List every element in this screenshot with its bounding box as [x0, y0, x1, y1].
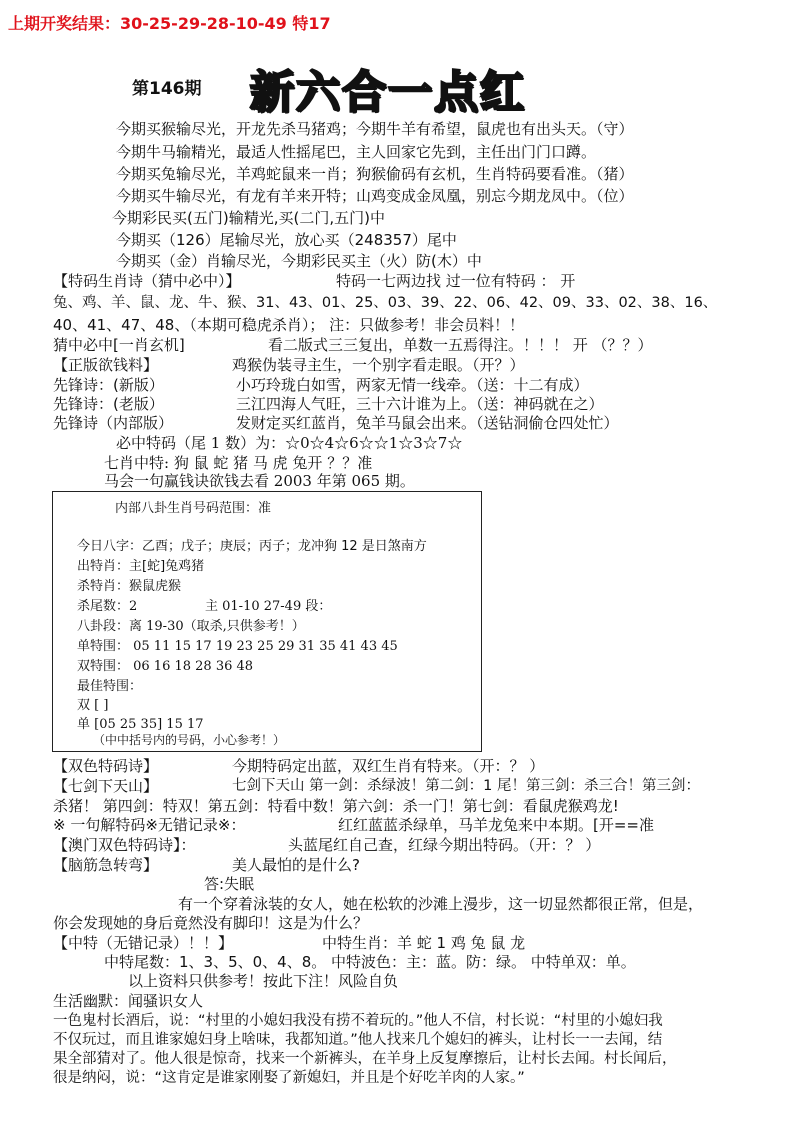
qijian-label: 【七剑下天山】: [53, 777, 159, 795]
yiju-label: ※ 一句解特码※无错记录※：: [53, 816, 246, 834]
aomen-label: 【澳门双色特码诗】：: [53, 836, 196, 854]
must-tema: 必中特码（尾 1 数）为：☆0☆4☆6☆☆1☆3☆7☆: [116, 434, 463, 452]
zhongte-label: 【中特（无错记录）！！】: [53, 934, 234, 952]
last-result: 上期开奖结果：30-25-29-28-10-49 特17: [8, 14, 331, 33]
tema-poem-label: 【特码生肖诗（猜中必中）】: [53, 272, 241, 290]
pioneer-text: 小巧玲珑白如雪，两家无情一线牵。（送：十二有成）: [236, 376, 589, 394]
humor-line: 很是纳闷，说：“这肯定是谁家刚娶了新媳妇，并且是个好吃羊肉的人家。”: [53, 1070, 525, 1086]
verse-line: 今期买（金）肖输尽光，今期彩民买主（火）防(木）中: [116, 252, 482, 270]
box-shuang: 双特围： 06 16 18 28 36 48: [77, 659, 254, 674]
verse-line: 今期买猴输尽光，开龙先杀马猪鸡；今期牛羊有希望，鼠虎也有出头天。（守）: [116, 120, 634, 138]
aomen-text: 头蓝尾红自己查，红绿今期出特码。（开：？ ）: [288, 836, 601, 854]
box-dan: 单特围： 05 11 15 17 19 23 25 29 31 35 41 43 45: [77, 639, 398, 654]
issue-number: 第146期: [132, 79, 202, 99]
yiju-text: 红红蓝蓝杀绿单，马羊龙兔来中本期。[开==准: [338, 816, 654, 834]
pioneer-text: 三江四海人气旺，三十六计谁为上。（送：神码就在之）: [236, 395, 604, 413]
box-shuang-best: 双 [ ]: [77, 698, 109, 713]
pioneer-label: 先锋诗：(老版）: [53, 395, 164, 413]
page-title: 新六合一点红: [250, 67, 526, 118]
box-title: 内部八卦生肖号码范围：准: [115, 501, 272, 516]
box-note: （中中括号内的号码，小心参考！）: [93, 733, 286, 747]
pioneer-label: 先锋诗：(新版）: [53, 376, 164, 394]
seven-zodiac: 七肖中特: 狗 鼠 蛇 猪 马 虎 兔开 ？？准: [104, 454, 373, 472]
naojin-question: 美人最怕的是什么?: [232, 856, 360, 874]
box-bagua: 八卦段：离 19-30（取杀,只供参考！）: [77, 619, 305, 634]
box-sha: 杀特肖：猴鼠虎猴: [77, 579, 182, 594]
tema-poem-line3: 40、41、47、48、（本期可稳虎杀肖）； 注：只做参考！非会员料！！: [53, 316, 525, 334]
qijian-line1: 七剑下天山 第一剑：杀绿波！第二剑：1 尾！第三剑：杀三合！第三剑：: [232, 778, 700, 794]
verse-line: 今期牛马输精光，最适人性摇尾巴，主人回家它先到，主任出门门口蹲。: [116, 143, 597, 161]
zhengban-text: 鸡猴伪装寻主生，一个别字看走眼。（开？）: [232, 356, 525, 374]
tema-poem-text: 特码一七两边找 过一位有特码 ： 开: [336, 272, 576, 290]
zhongte-shengxiao: 中特生肖：羊 蛇 1 鸡 兔 鼠 龙: [322, 934, 526, 952]
zhongte-tail: 中特尾数：1、3、5、0、4、8。 中特波色：主：蓝。防：绿。 中特单双：单。: [104, 953, 636, 971]
naojin-story: 你会发现她的身后竟然没有脚印！这是为什么？: [53, 914, 369, 932]
qijian-line2: 杀猪！ 第四剑：特双！第五剑：特看中数！第六剑：杀一门！第七剑：看鼠虎猴鸡龙!: [53, 797, 619, 815]
pioneer-label: 先锋诗（内部版）: [53, 414, 174, 432]
box-bazi: 今日八字：乙酉；戊子；庚辰；丙子；龙冲狗 12 是日煞南方: [77, 539, 427, 554]
naojin-story: 有一个穿着泳装的女人，她在松软的沙滩上漫步，这一切显然都很正常，但是，: [178, 895, 704, 913]
humor-title: 生活幽默：闻骚识女人: [53, 992, 204, 1010]
shuangse-label: 【双色特码诗】: [53, 757, 159, 775]
box-dan-best: 单 [05 25 35] 15 17: [77, 717, 204, 732]
verse-line: 今期买牛输尽光，有龙有羊来开特；山鸡变成金凤凰，别忘今期龙凤中。（位）: [116, 187, 634, 205]
horse-phrase: 马会一句赢钱诀欲钱去看 2003 年第 065 期。: [104, 472, 415, 490]
pioneer-text: 发财定买红蓝肖，兔羊马鼠会出来。（送钻洞偷仓四处忙）: [236, 414, 619, 432]
box-best: 最佳特围：: [77, 679, 143, 694]
verse-line: 今期买兔输尽光，羊鸡蛇鼠来一肖；狗猴偷码有玄机，生肖特码要看准。（猪）: [116, 165, 634, 183]
verse-line: 今期买（126）尾输尽光，放心买（248357）尾中: [116, 231, 457, 249]
zhengban-label: 【正版欲钱料】: [53, 356, 159, 374]
box-shawei-main: 主 01-10 27-49 段：: [205, 599, 332, 614]
humor-line: 一色鬼村长酒后，说：“村里的小媳妇我没有捞不着玩的。”他人不信，村长说：“村里的小媳妇我: [53, 1013, 663, 1029]
humor-line: 果全部猜对了。他人很是惊奇，找来一个新裤头，在羊身上反复摩擦后，让村长去闻。村长闻后，: [53, 1051, 677, 1067]
verse-line: 今期彩民买(五门)输精光,买(二门,五门)中: [112, 209, 385, 227]
zhongte-disclaimer: 以上资料只供参考！按此下注！风险自负: [128, 972, 399, 990]
box-shawei-label: 杀尾数：2: [77, 599, 138, 614]
guess-text: 看二版式三三复出，单数一五焉得注。！！！ 开 （？？）: [268, 336, 653, 354]
humor-line: 不仅玩过，而且谁家媳妇身上啥味，我都知道。”他人找来几个媳妇的裤头，让村长一一去闻，结: [53, 1032, 663, 1048]
box-chute: 出特肖：主[蛇]兔鸡猪: [77, 559, 205, 574]
guess-label: 猜中必中[一肖玄机]: [53, 336, 185, 354]
naojin-answer: 答:失眠: [204, 875, 255, 893]
inner-range-box: [52, 491, 482, 752]
naojin-label: 【脑筋急转弯】: [53, 856, 159, 874]
tema-poem-line2: 兔、鸡、羊、鼠、龙、牛、猴、31、43、01、25、03、39、22、06、42、09、33、02、38、16、: [53, 295, 718, 311]
shuangse-text: 今期特码定出蓝，双红生肖有特来。（开：？ ）: [232, 757, 545, 775]
